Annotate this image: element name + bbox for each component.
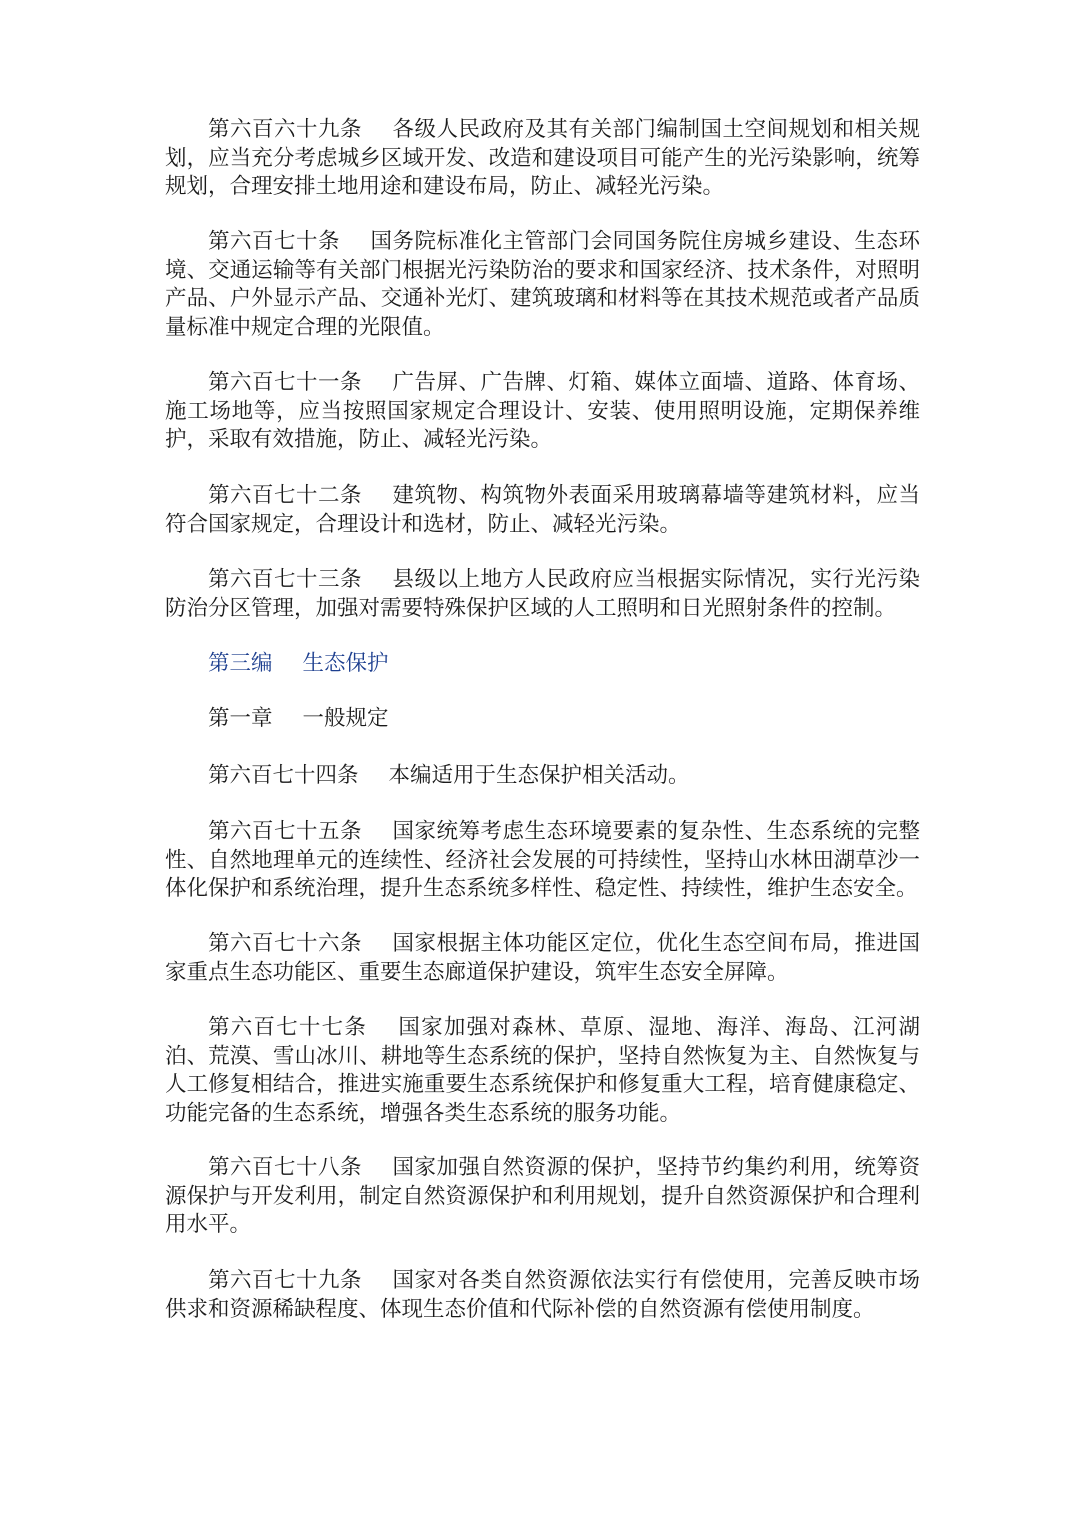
chapter-title: 一般规定 <box>302 706 389 731</box>
article-text: 广告屏、广告牌、灯箱、媒体立面墙、道路、体育场、施工场地等，应当按照国家规定合理设计、安装、使用照明设施，定期保养维护，采取有效措施，防止、减轻光污染。 <box>165 370 920 452</box>
article-number: 第六百七十四条 <box>208 763 359 788</box>
article-number: 第六百七十九条 <box>208 1268 362 1293</box>
article-text: 国务院标准化主管部门会同国务院住房城乡建设、生态环境、交通运输等有关部门根据光污染防治的要求和国家经济、技术条件，对照明产品、户外显示产品、交通补光灯、建筑玻璃和材料等在其技术规范或者产品质量标准中规定合理的光限值。 <box>165 229 920 340</box>
article-674 <box>165 762 920 791</box>
article-text: 各级人民政府及其有关部门编制国土空间规划和相关规划，应当充分考虑城乡区域开发、改造和建设项目可能产生的光污染影响，统筹规划，合理安排土地用途和建设布局，防止、减轻光污染。 <box>165 117 920 199</box>
chapter-heading <box>165 705 920 734</box>
article-672 <box>165 482 920 539</box>
article-671 <box>165 369 920 455</box>
article-678 <box>165 1154 920 1240</box>
article-677 <box>165 1014 920 1128</box>
part-title: 生态保护 <box>302 651 389 676</box>
article-text: 国家对各类自然资源依法实行有偿使用，完善反映市场供求和资源稀缺程度、体现生态价值和代际补偿的自然资源有偿使用制度。 <box>165 1268 920 1322</box>
article-number: 第六百七十条 <box>208 229 340 254</box>
article-670 <box>165 228 920 342</box>
article-676 <box>165 930 920 987</box>
article-number: 第六百七十五条 <box>208 819 362 844</box>
article-number: 第六百七十六条 <box>208 931 362 956</box>
article-number: 第六百七十三条 <box>208 567 362 592</box>
article-text: 国家加强自然资源的保护，坚持节约集约利用，统筹资源保护与开发利用，制定自然资源保护和利用规划，提升自然资源保护和合理利用水平。 <box>165 1155 920 1237</box>
part-number: 第三编 <box>208 651 273 676</box>
article-number: 第六百七十八条 <box>208 1155 362 1180</box>
article-text: 国家根据主体功能区定位，优化生态空间布局，推进国家重点生态功能区、重要生态廊道保护建设，筑牢生态安全屏障。 <box>165 931 920 985</box>
article-number: 第六百七十七条 <box>208 1015 368 1040</box>
article-number: 第六百六十九条 <box>208 117 362 142</box>
article-679 <box>165 1267 920 1324</box>
article-text: 国家加强对森林、草原、湿地、海洋、海岛、江河湖泊、荒漠、雪山冰川、耕地等生态系统的保护，坚持自然恢复为主、自然恢复与人工修复相结合，推进实施重要生态系统保护和修复重大工程，培育健康稳定、功能完备的生态系统，增强各类生态系统的服务功能。 <box>165 1015 920 1126</box>
article-text: 本编适用于生态保护相关活动。 <box>388 763 690 788</box>
article-673 <box>165 566 920 623</box>
article-number: 第六百七十二条 <box>208 483 362 508</box>
article-number: 第六百七十一条 <box>208 370 362 395</box>
article-text: 建筑物、构筑物外表面采用玻璃幕墙等建筑材料，应当符合国家规定，合理设计和选材，防止、减轻光污染。 <box>165 483 920 537</box>
article-text: 国家统筹考虑生态环境要素的复杂性、生态系统的完整性、自然地理单元的连续性、经济社会发展的可持续性，坚持山水林田湖草沙一体化保护和系统治理，提升生态系统多样性、稳定性、持续性，维护生态安全。 <box>165 819 920 901</box>
part-heading <box>165 650 920 679</box>
chapter-number: 第一章 <box>208 706 273 731</box>
article-675 <box>165 818 920 904</box>
article-text: 县级以上地方人民政府应当根据实际情况，实行光污染防治分区管理，加强对需要特殊保护区域的人工照明和日光照射条件的控制。 <box>165 567 920 621</box>
article-669 <box>165 116 920 202</box>
